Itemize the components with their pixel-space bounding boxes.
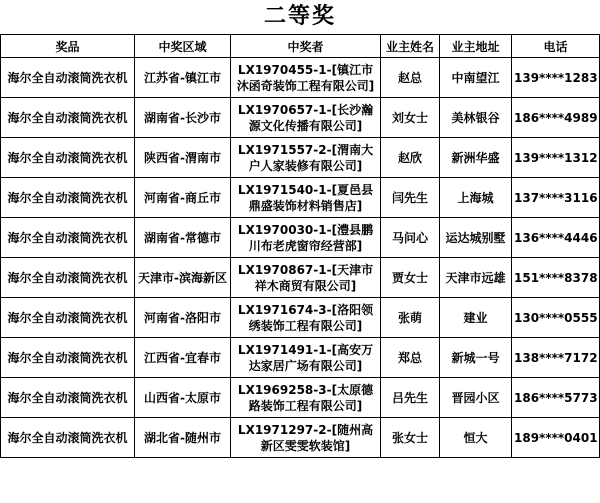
- phone-cell: 151****8378: [512, 258, 600, 298]
- winner-cell: LX1971540-1-[夏邑县鼎盛装饰材料销售店]: [231, 178, 381, 218]
- prize-cell: 海尔全自动滚筒洗衣机: [1, 298, 135, 338]
- owner-name-cell: 张萌: [381, 298, 440, 338]
- owner-name-cell: 张女士: [381, 418, 440, 458]
- region-cell: 河南省-洛阳市: [135, 298, 231, 338]
- column-header-region: 中奖区域: [135, 35, 231, 58]
- owner-name-cell: 赵总: [381, 58, 440, 98]
- prize-cell: 海尔全自动滚筒洗衣机: [1, 138, 135, 178]
- column-header-winner: 中奖者: [231, 35, 381, 58]
- table-row: [1, 298, 600, 338]
- region-cell: 山西省-太原市: [135, 378, 231, 418]
- column-header-phone: 电话: [512, 35, 600, 58]
- prize-cell: 海尔全自动滚筒洗衣机: [1, 98, 135, 138]
- column-header-owner-address: 业主地址: [440, 35, 512, 58]
- phone-cell: 137****3116: [512, 178, 600, 218]
- winner-cell: LX1971297-2-[随州高新区雯雯软装馆]: [231, 418, 381, 458]
- owner-name-cell: 贾女士: [381, 258, 440, 298]
- region-cell: 江西省-宜春市: [135, 338, 231, 378]
- region-cell: 陕西省-渭南市: [135, 138, 231, 178]
- table-row: [1, 138, 600, 178]
- owner-address-cell: 新城一号: [440, 338, 512, 378]
- owner-address-cell: 天津市远雄: [440, 258, 512, 298]
- table-row: [1, 378, 600, 418]
- region-cell: 湖南省-长沙市: [135, 98, 231, 138]
- column-header-prize: 奖品: [1, 35, 135, 58]
- winner-cell: LX1970455-1-[镇江市沐函奇装饰工程有限公司]: [231, 58, 381, 98]
- prize-cell: 海尔全自动滚筒洗衣机: [1, 338, 135, 378]
- owner-name-cell: 马问心: [381, 218, 440, 258]
- table-row: [1, 98, 600, 138]
- winner-cell: LX1971557-2-[渭南大户人家装修有限公司]: [231, 138, 381, 178]
- page-title: 二等奖: [263, 4, 336, 29]
- owner-address-cell: 建业: [440, 298, 512, 338]
- table-row: [1, 418, 600, 458]
- phone-cell: 136****4446: [512, 218, 600, 258]
- owner-address-cell: 运达城别墅: [440, 218, 512, 258]
- owner-address-cell: 晋园小区: [440, 378, 512, 418]
- table-row: [1, 58, 600, 98]
- owner-address-cell: 中南望江: [440, 58, 512, 98]
- column-header-owner-name: 业主姓名: [381, 35, 440, 58]
- owner-name-cell: 闫先生: [381, 178, 440, 218]
- owner-address-cell: 美林银谷: [440, 98, 512, 138]
- table-header-row: [1, 35, 600, 58]
- owner-name-cell: 郑总: [381, 338, 440, 378]
- phone-cell: 139****1283: [512, 58, 600, 98]
- phone-cell: 139****1312: [512, 138, 600, 178]
- table-row: [1, 338, 600, 378]
- region-cell: 河南省-商丘市: [135, 178, 231, 218]
- owner-address-cell: 上海城: [440, 178, 512, 218]
- prize-cell: 海尔全自动滚筒洗衣机: [1, 178, 135, 218]
- region-cell: 江苏省-镇江市: [135, 58, 231, 98]
- phone-cell: 138****7172: [512, 338, 600, 378]
- phone-cell: 186****4989: [512, 98, 600, 138]
- owner-address-cell: 恒大: [440, 418, 512, 458]
- winner-cell: LX1970657-1-[长沙瀚源文化传播有限公司]: [231, 98, 381, 138]
- prize-table: [0, 34, 600, 458]
- winner-cell: LX1969258-3-[太原德路装饰工程有限公司]: [231, 378, 381, 418]
- table-row: [1, 178, 600, 218]
- owner-name-cell: 刘女士: [381, 98, 440, 138]
- phone-cell: 186****5773: [512, 378, 600, 418]
- prize-cell: 海尔全自动滚筒洗衣机: [1, 58, 135, 98]
- prize-cell: 海尔全自动滚筒洗衣机: [1, 258, 135, 298]
- winner-cell: LX1970030-1-[澧县鹏川布老虎窗帘经营部]: [231, 218, 381, 258]
- prize-cell: 海尔全自动滚筒洗衣机: [1, 378, 135, 418]
- owner-address-cell: 新洲华盛: [440, 138, 512, 178]
- phone-cell: 130****0555: [512, 298, 600, 338]
- table-row: [1, 258, 600, 298]
- table-row: [1, 218, 600, 258]
- winner-cell: LX1971674-3-[洛阳领绣装饰工程有限公司]: [231, 298, 381, 338]
- prize-cell: 海尔全自动滚筒洗衣机: [1, 418, 135, 458]
- region-cell: 湖南省-常德市: [135, 218, 231, 258]
- owner-name-cell: 吕先生: [381, 378, 440, 418]
- winner-cell: LX1970867-1-[天津市祥木商贸有限公司]: [231, 258, 381, 298]
- winner-cell: LX1971491-1-[高安万达家居广场有限公司]: [231, 338, 381, 378]
- owner-name-cell: 赵欣: [381, 138, 440, 178]
- region-cell: 湖北省-随州市: [135, 418, 231, 458]
- prize-cell: 海尔全自动滚筒洗衣机: [1, 218, 135, 258]
- phone-cell: 189****0401: [512, 418, 600, 458]
- region-cell: 天津市-滨海新区: [135, 258, 231, 298]
